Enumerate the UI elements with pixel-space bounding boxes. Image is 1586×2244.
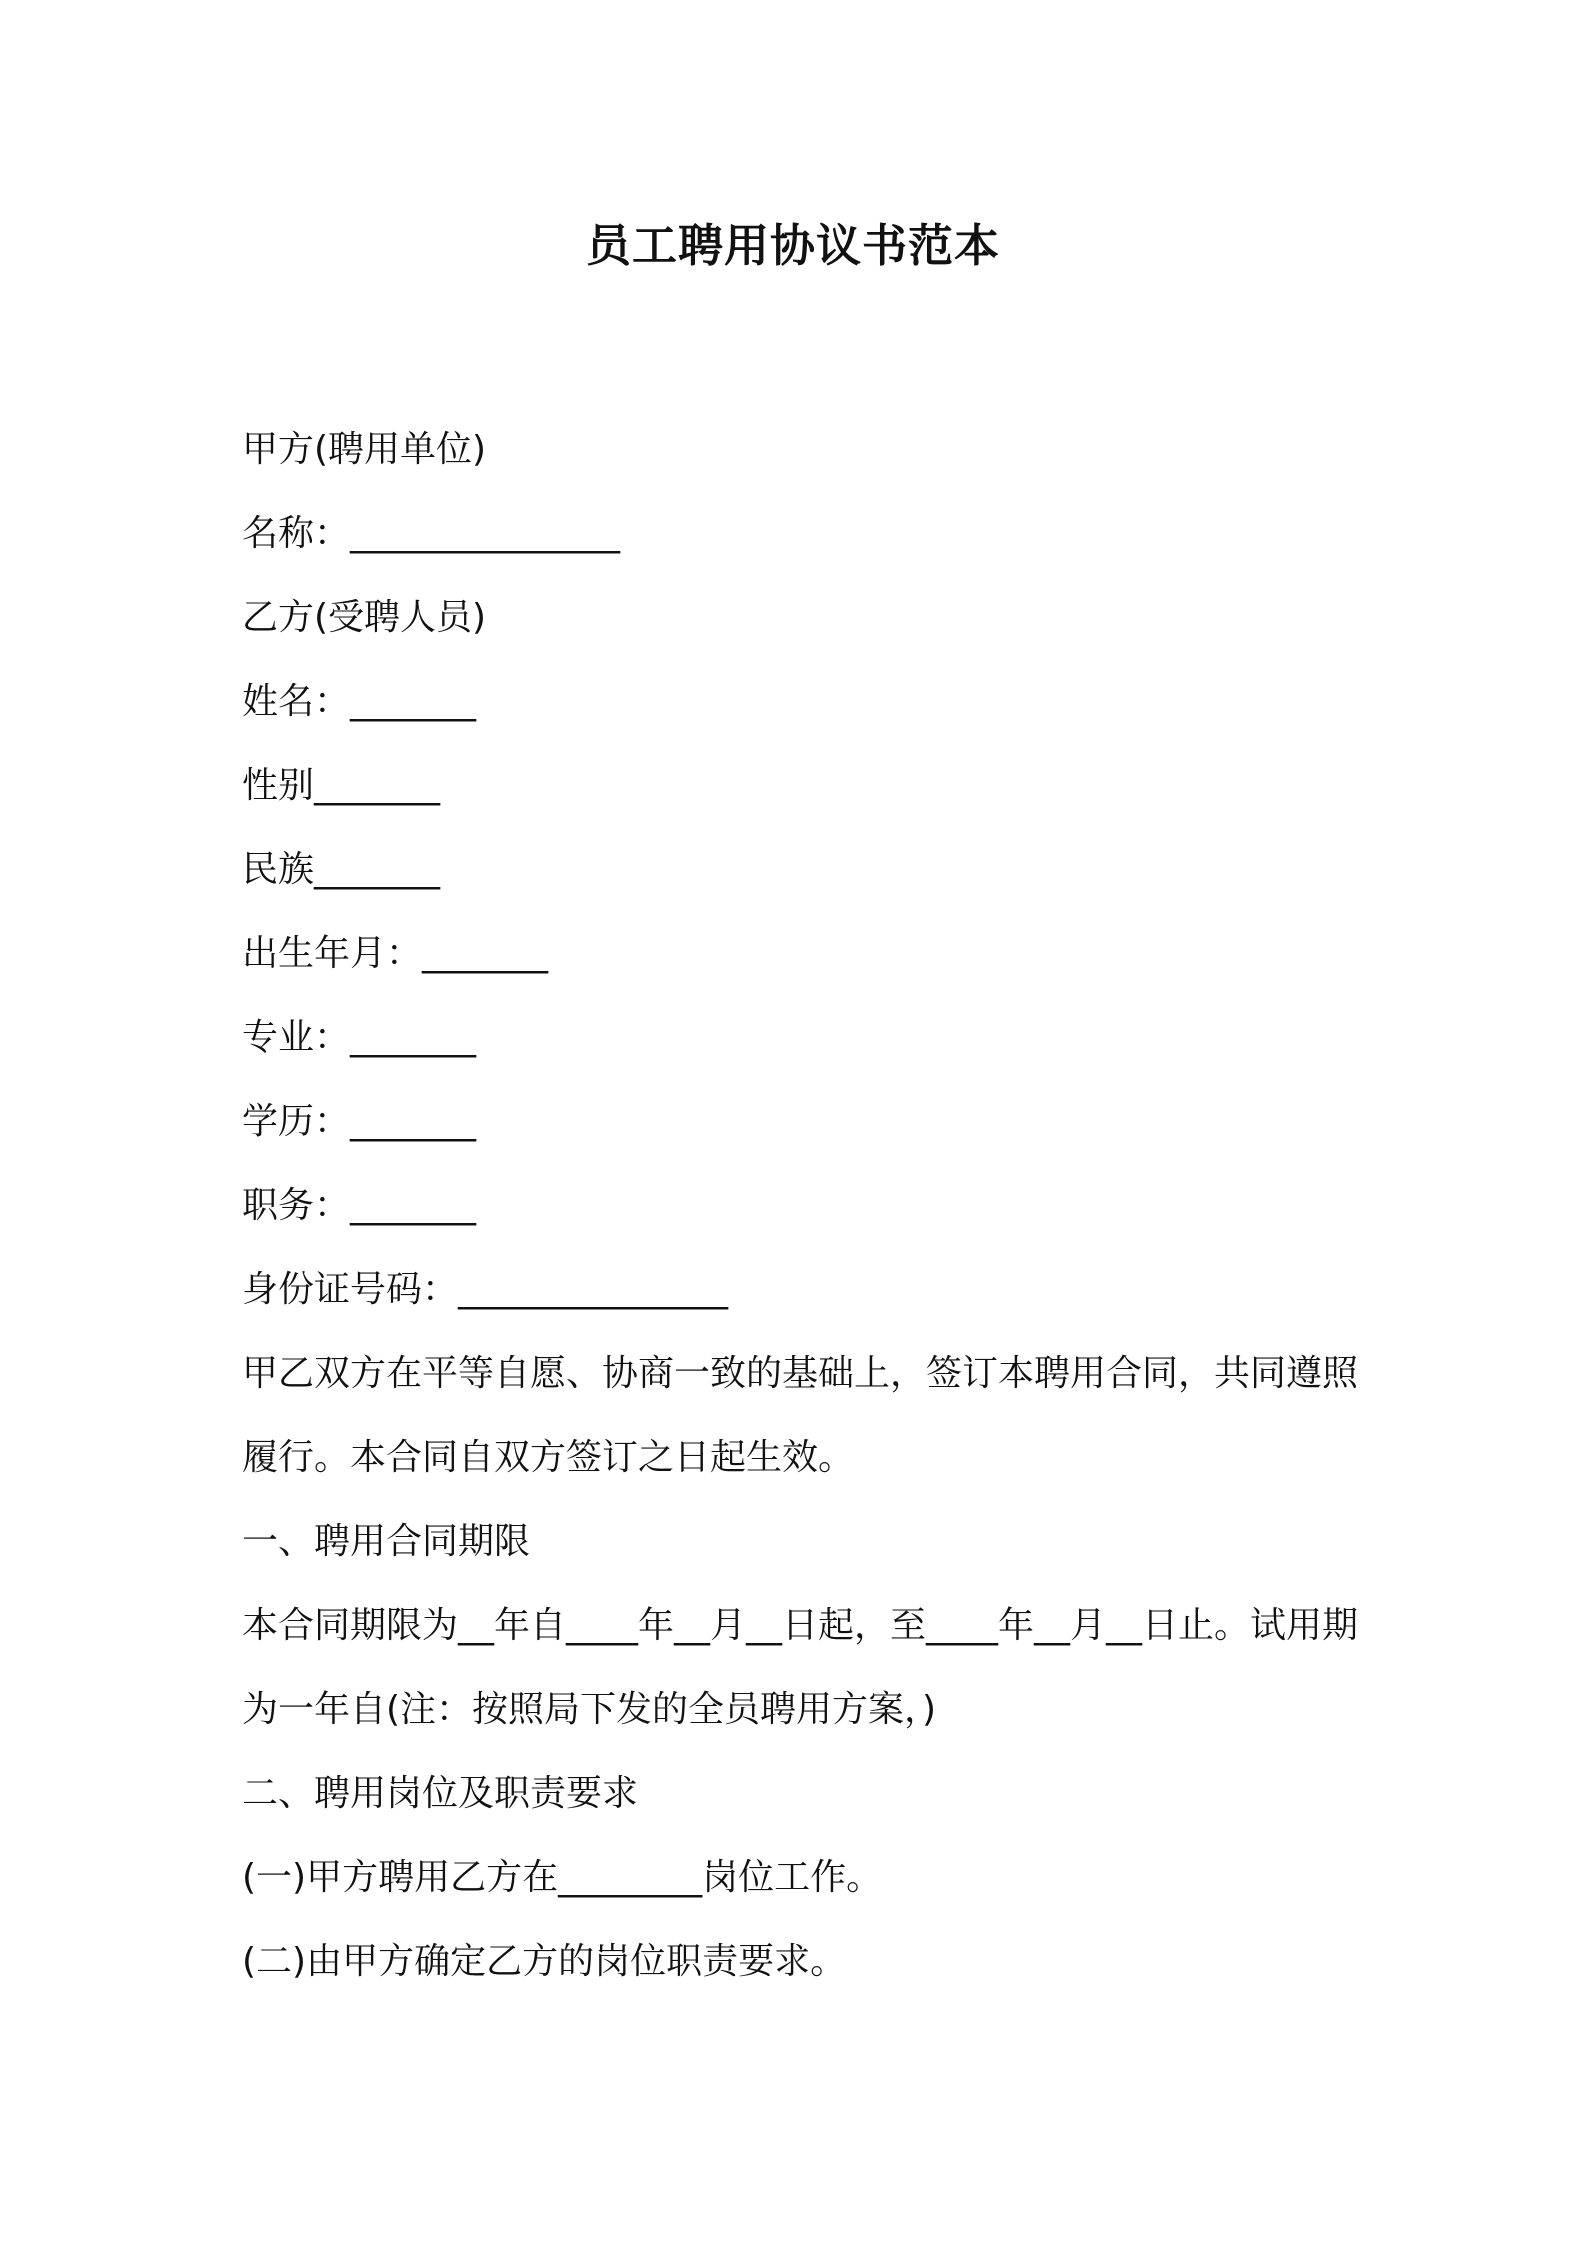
- clause-2-1: (一)甲方聘用乙方在________岗位工作。: [242, 1857, 883, 1898]
- section-1-heading: 一、聘用合同期限: [242, 1521, 531, 1562]
- ethnicity-field: 民族_______: [242, 849, 441, 890]
- major-field: 专业：_______: [242, 1017, 477, 1058]
- clause-2-2: (二)由甲方确定乙方的岗位职责要求。: [242, 1941, 847, 1982]
- birth-date-field: 出生年月：_______: [242, 933, 549, 974]
- party-b-name-field: 姓名：_______: [242, 681, 477, 722]
- position-field: 职务：_______: [242, 1185, 477, 1226]
- section-2-heading: 二、聘用岗位及职责要求: [242, 1773, 639, 1814]
- document-body: [242, 408, 1362, 2004]
- education-field: 学历：_______: [242, 1101, 477, 1142]
- agreement-paragraph: 甲乙双方在平等自愿、协商一致的基础上，签订本聘用合同，共同遵照履行。本合同自双方签订之日起生效。: [242, 1353, 1359, 1478]
- contract-term-paragraph: 本合同期限为__年自____年__月__日起，至____年__月__日止。试用期为一年自(注：按照局下发的全员聘用方案，): [242, 1605, 1359, 1730]
- id-number-field: 身份证号码：_______________: [242, 1269, 729, 1310]
- gender-field: 性别_______: [242, 765, 441, 806]
- party-a-name-field: 名称：_______________: [242, 513, 621, 554]
- party-a-heading: 甲方(聘用单位): [242, 429, 487, 470]
- document-title: 员工聘用协议书范本: [585, 219, 1000, 272]
- party-b-heading: 乙方(受聘人员): [242, 597, 487, 638]
